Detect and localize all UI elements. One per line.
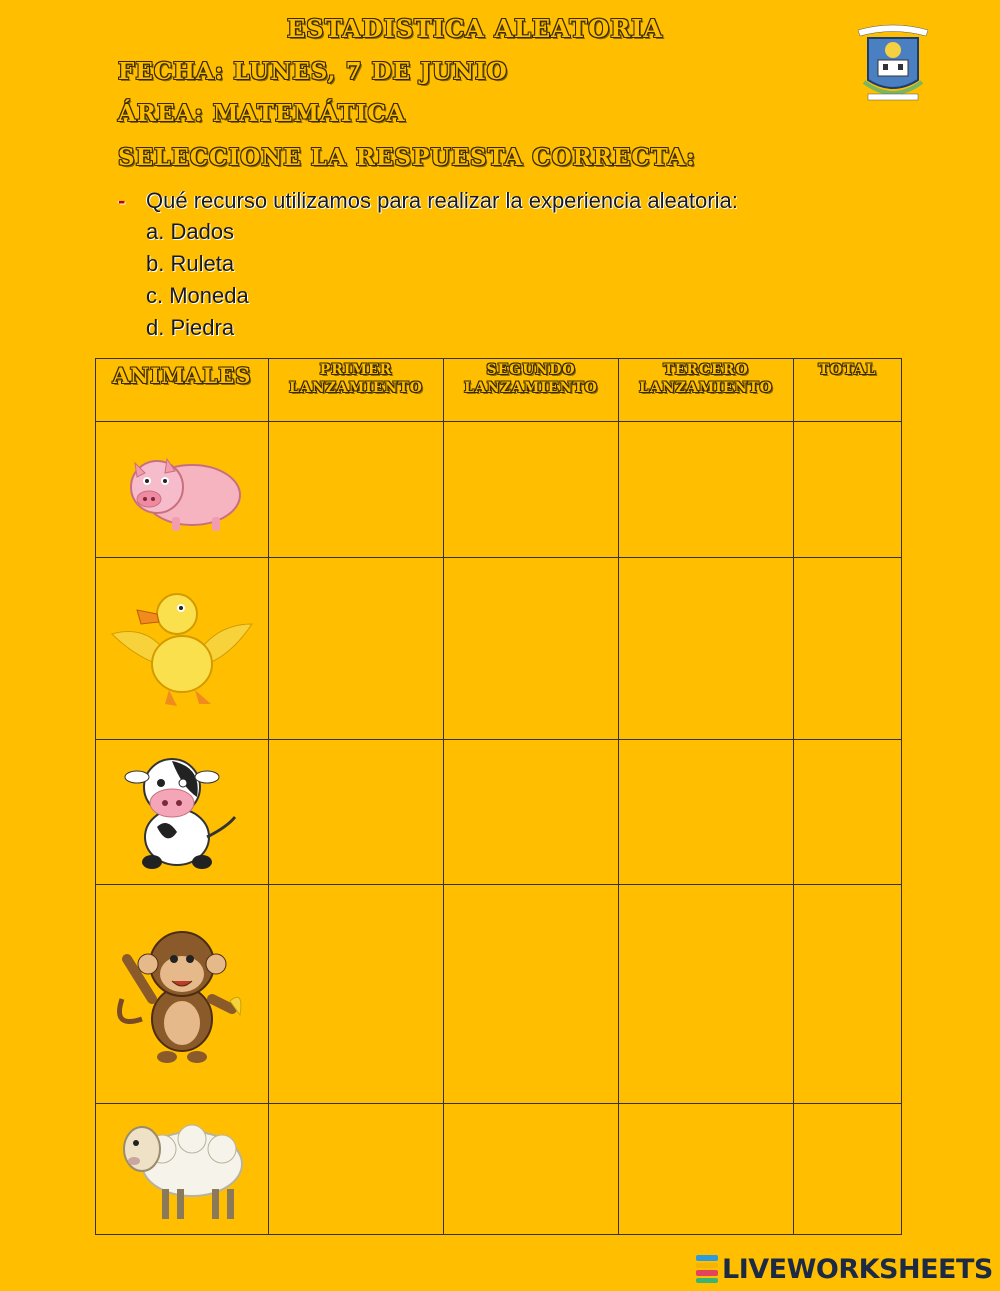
answer-options — [118, 216, 738, 344]
third-throw-cell[interactable] — [619, 558, 794, 740]
question-text — [118, 186, 738, 216]
instruction-line: SELECCIONE LA RESPUESTA CORRECTA: — [118, 144, 696, 171]
animal-cell — [96, 885, 269, 1104]
option-c[interactable]: c. Moneda — [146, 283, 249, 308]
table-row — [96, 422, 902, 558]
date-line: FECHA: LUNES, 7 DE JUNIO — [118, 58, 508, 85]
table-header-row — [96, 359, 902, 422]
header-total: TOTAL — [794, 359, 902, 422]
option-a[interactable]: a. Dados — [146, 219, 235, 244]
question-dash: - — [118, 188, 126, 213]
sheep-icon — [112, 1109, 252, 1229]
animal-cell — [96, 422, 269, 558]
school-crest-icon — [848, 22, 938, 106]
header-primer-lanzamiento: PRIMER LANZAMIENTO — [269, 359, 444, 422]
animal-cell — [96, 740, 269, 885]
header-tercero-lanzamiento: TERCERO LANZAMIENTO — [619, 359, 794, 422]
header-animales: ANIMALES — [96, 359, 269, 422]
total-cell[interactable] — [794, 422, 902, 558]
total-cell[interactable] — [794, 1104, 902, 1235]
table-row — [96, 1104, 902, 1235]
first-throw-cell[interactable] — [269, 740, 444, 885]
animal-cell — [96, 558, 269, 740]
first-throw-cell[interactable] — [269, 422, 444, 558]
liveworksheets-brand — [696, 1252, 993, 1286]
third-throw-cell[interactable] — [619, 1104, 794, 1235]
animal-cell — [96, 1104, 269, 1235]
table-row — [96, 558, 902, 740]
total-cell[interactable] — [794, 558, 902, 740]
total-cell[interactable] — [794, 885, 902, 1104]
question-block — [118, 186, 738, 344]
first-throw-cell[interactable] — [269, 885, 444, 1104]
table-row — [96, 885, 902, 1104]
second-throw-cell[interactable] — [444, 422, 619, 558]
duck-icon — [107, 584, 257, 714]
page-title: ESTADISTICA ALEATORIA — [287, 14, 663, 43]
total-cell[interactable] — [794, 740, 902, 885]
first-throw-cell[interactable] — [269, 1104, 444, 1235]
monkey-icon — [112, 919, 252, 1069]
subject-line: ÁREA: MATEMÁTICA — [118, 100, 406, 127]
question-label: Qué recurso utilizamos para realizar la experiencia aleatoria: — [146, 188, 738, 213]
brand-text: LIVEWORKSHEETS — [722, 1253, 993, 1285]
second-throw-cell[interactable] — [444, 740, 619, 885]
third-throw-cell[interactable] — [619, 885, 794, 1104]
third-throw-cell[interactable] — [619, 422, 794, 558]
table-row — [96, 740, 902, 885]
third-throw-cell[interactable] — [619, 740, 794, 885]
liveworksheets-badge-icon — [696, 1254, 718, 1284]
first-throw-cell[interactable] — [269, 558, 444, 740]
cow-icon — [117, 747, 247, 877]
second-throw-cell[interactable] — [444, 1104, 619, 1235]
option-d[interactable]: d. Piedra — [146, 315, 235, 340]
option-b[interactable]: b. Ruleta — [146, 251, 235, 276]
second-throw-cell[interactable] — [444, 885, 619, 1104]
animal-table — [95, 358, 902, 1235]
header-segundo-lanzamiento: SEGUNDO LANZAMIENTO — [444, 359, 619, 422]
pig-icon — [117, 445, 247, 535]
second-throw-cell[interactable] — [444, 558, 619, 740]
